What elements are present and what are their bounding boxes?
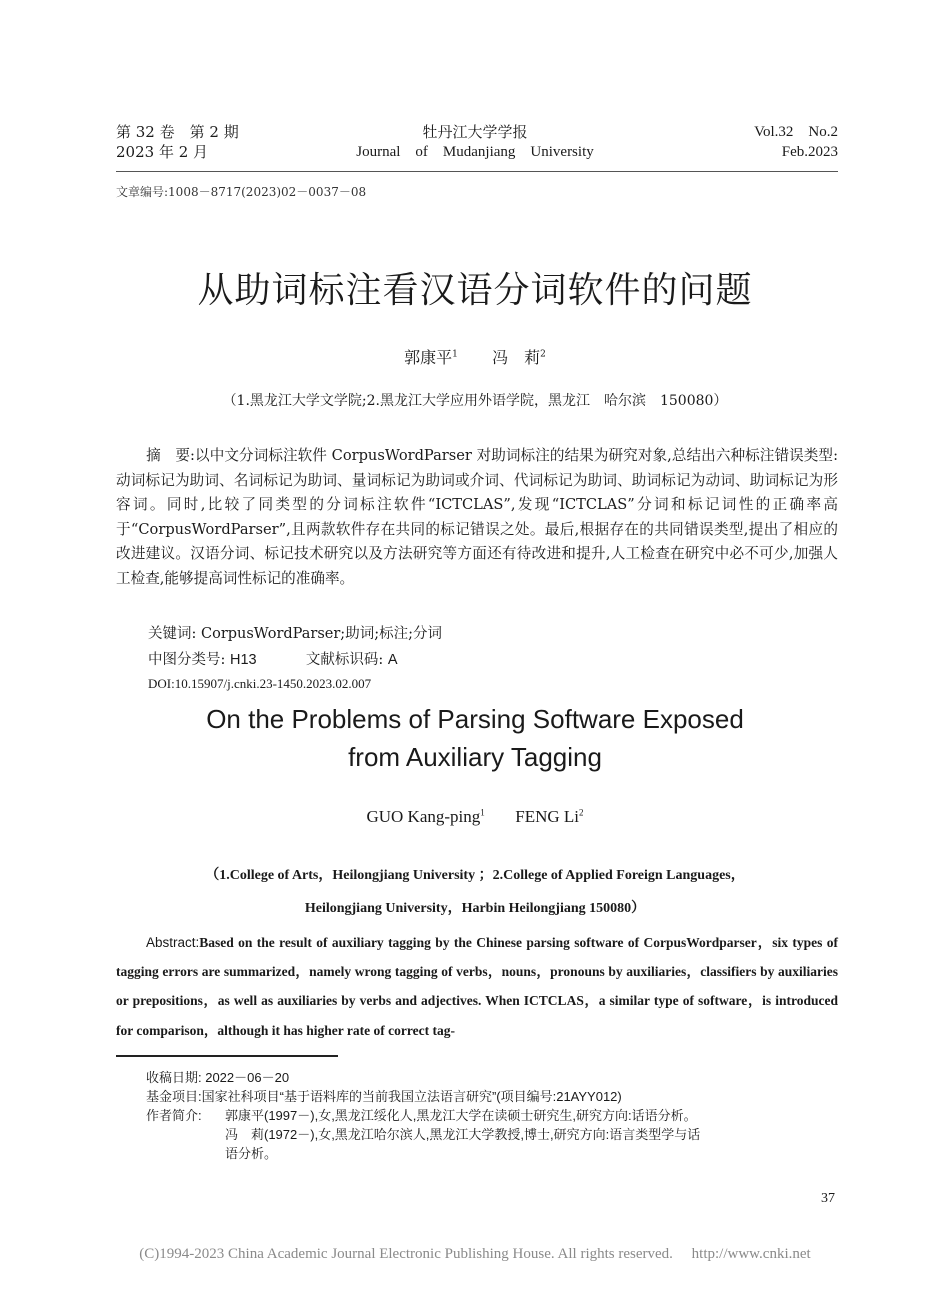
clc-label: 中图分类号: <box>148 652 226 668</box>
authors-en <box>0 807 950 827</box>
author-name: 冯 莉 <box>492 348 541 367</box>
author-sup: 2 <box>540 349 546 360</box>
author-intro-label: 作者简介: <box>146 1108 202 1123</box>
author-intro: 语分析。 <box>225 1146 278 1161</box>
author-name-en: FENG Li <box>515 807 580 826</box>
title-en-line: from Auxiliary Tagging <box>348 742 602 772</box>
journal-name-cn: 牡丹江大学学报 <box>422 123 528 141</box>
affiliation-cn: （1.黑龙江大学文学院;2.黑龙江大学应用外语学院，黑龙江 哈尔滨 150080） <box>222 393 728 409</box>
abstract-en-text: Based on the result of auxiliary tagging by the Chinese parsing software of CorpusWordparser，six types of tagging errors are summarized，namely wrong tagging of verbs，nouns，pronouns by auxiliaries，classifiers by auxiliaries or prepositions，as well as auxiliaries by verbs and adjectives. When ICTCLAS，a similar type of software，is introduced for comparison，although it has higher rate of correct tag- <box>116 935 838 1038</box>
abstract-en-label: Abstract: <box>146 935 200 950</box>
title-en-line: On the Problems of Parsing Software Exposed <box>206 704 744 734</box>
copyright-watermark: (C)1994-2023 China Academic Journal Electronic Publishing House. All rights reserved. http://www.cnki.net <box>139 1246 811 1262</box>
doc-label: 文献标识码: <box>305 652 384 668</box>
issue-date-cn: 2023 年 2 月 <box>116 143 209 161</box>
author-sup: 2 <box>579 807 584 818</box>
received-date: 收稿日期: 2022－06－20 <box>146 1070 290 1085</box>
page-number: 37 <box>821 1191 835 1206</box>
authors-cn <box>0 345 950 368</box>
article-number: 文章编号:1008－8717(2023)02－0037－08 <box>116 185 367 199</box>
doc-value: A <box>387 652 398 668</box>
header-divider <box>116 171 838 172</box>
author-sup: 1 <box>480 807 485 818</box>
footnote-divider <box>116 1055 338 1057</box>
author-intro: 冯 莉(1972－),女,黑龙江哈尔滨人,黑龙江大学教授,博士,研究方向:语言类型学与话 <box>225 1127 701 1142</box>
clc-value: H13 <box>230 652 257 668</box>
author-name: 郭康平 <box>404 348 453 367</box>
keywords: 关键词: CorpusWordParser;助词;标注;分词 <box>148 626 442 642</box>
fund-info: 基金项目:国家社科项目“基于语料库的当前我国立法语言研究”(项目编号:21AYY012) <box>146 1089 622 1104</box>
abstract-cn-text: 以中文分词标注软件 CorpusWordParser 对助词标注的结果为研究对象,总结出六种标注错误类型:动词标记为助词、名词标记为助词、量词标记为助词或介词、代词标记为助词、助词标记为动词、助词标记为形容词。同时,比较了同类型的分词标注软件“ICTCLAS”,发现“ICTCLAS”分词和标记词性的正确率高于“CorpusWordParser”,且两款软件存在共同的标记错误之处。最后,根据存在的共同错误类型,提出了相应的改进建议。汉语分词、标记技术研究以及方法研究等方面还有待改进和提升,人工检查在研究中必不可少,加强人工检查,能够提高词性标记的准确率。 <box>116 447 838 587</box>
doi: DOI:10.15907/j.cnki.23-1450.2023.02.007 <box>148 676 372 691</box>
author-intro: 郭康平(1997－),女,黑龙江绥化人,黑龙江大学在读硕士研究生,研究方向:话语分析。 <box>225 1108 697 1123</box>
page-title-en <box>0 700 950 776</box>
abstract-cn-label: 摘 要: <box>146 447 195 464</box>
classification <box>148 648 398 669</box>
journal-volume-en <box>754 122 838 162</box>
affiliation-en-line: （1.College of Arts，Heilongjiang University ；2.College of Applied Foreign Languages， <box>205 868 745 883</box>
issue-date-en: Feb.2023 <box>781 144 838 160</box>
author-name-en: GUO Kang-ping <box>366 807 481 826</box>
author-sup: 1 <box>452 349 458 360</box>
abstract-cn <box>116 444 838 591</box>
page-title-cn: 从助词标注看汉语分词软件的问题 <box>197 270 753 311</box>
journal-name-en: Journal of Mudanjiang University <box>356 144 594 160</box>
affiliation-en-line: Heilongjiang University，Harbin Heilongjiang 150080） <box>304 901 646 916</box>
abstract-en <box>116 928 838 1045</box>
volume-issue: 第 32 卷 第 2 期 <box>116 123 239 141</box>
vol-no-en: Vol.32 No.2 <box>754 124 838 140</box>
